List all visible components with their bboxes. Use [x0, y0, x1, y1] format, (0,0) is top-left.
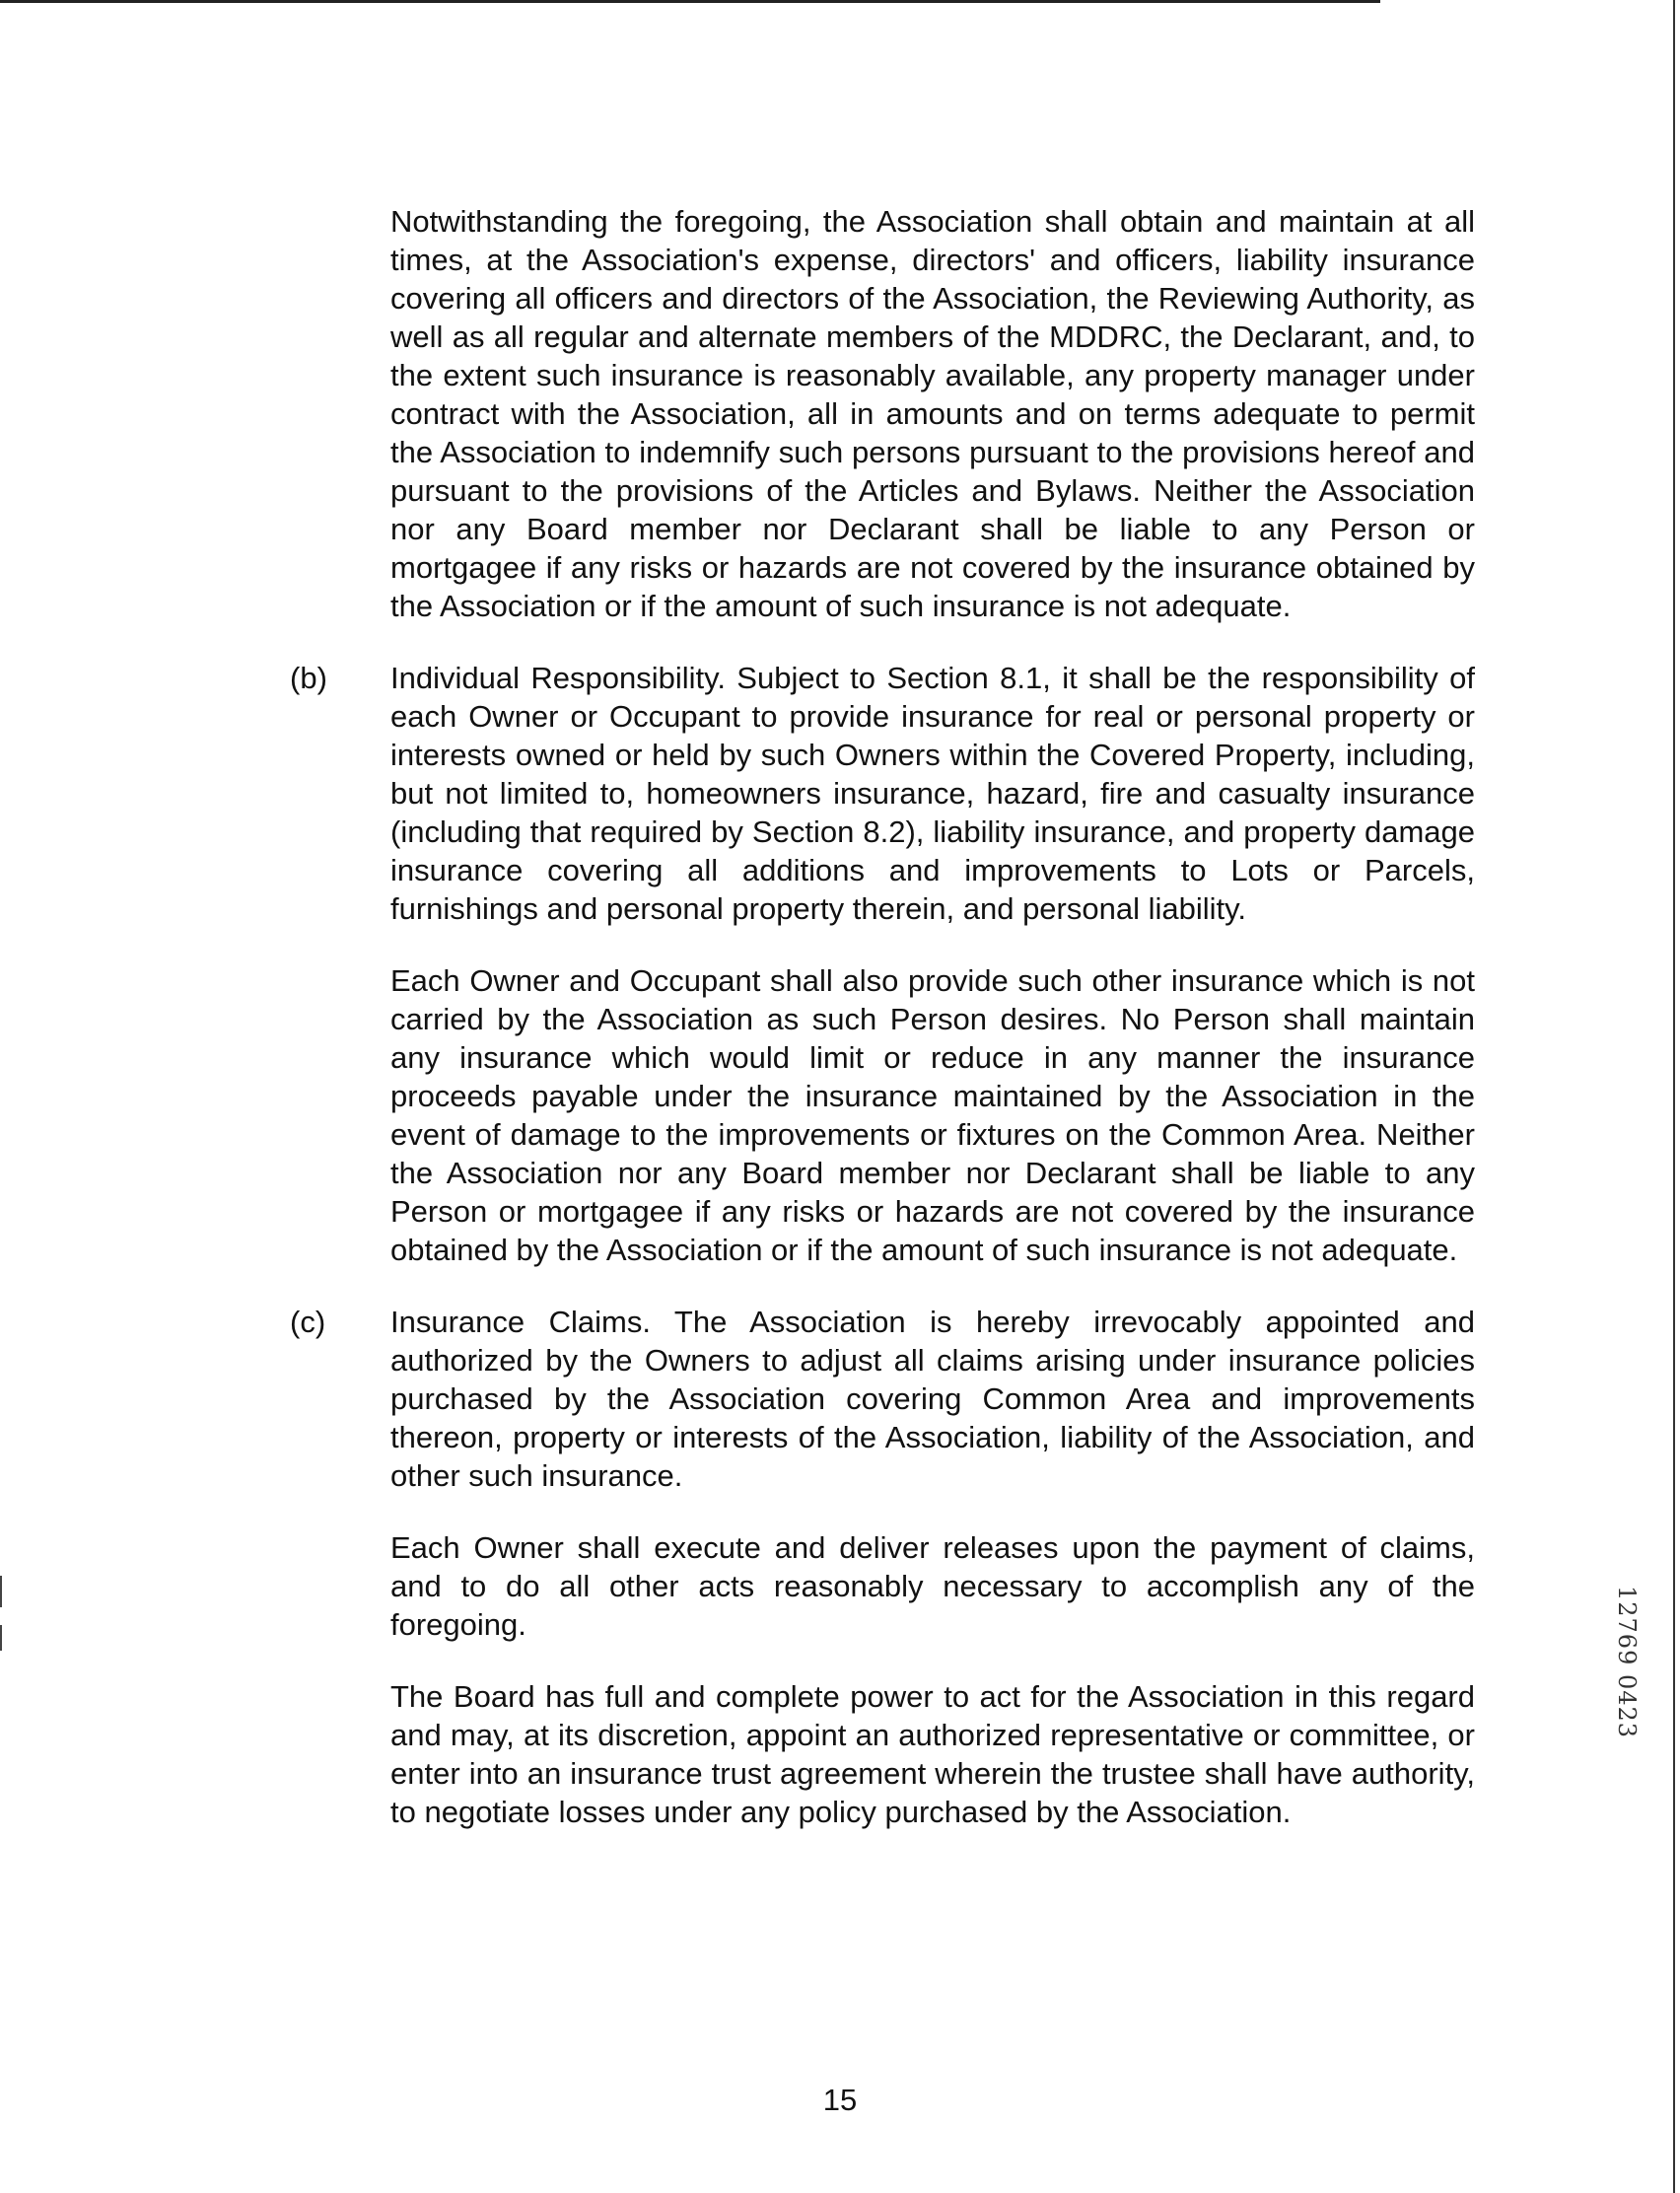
insurance-claims-paragraph: Insurance Claims. The Association is hereby irrevocably appointed and authorized by the Owners to adjust all claims arising under insurance policies purchased by the Association covering Common Area and improvements thereon, property or interests of the Association, liability of the Association, and other such insurance. — [390, 1305, 1475, 1493]
intro-paragraph: Notwithstanding the foregoing, the Association shall obtain and maintain at all times, at the Association's expense, directors' and officers, liability insurance covering all officers and directors of the Association, the Reviewing Authority, as well as all regular and alternate members of the MDDRC, the Declarant, and, to the extent such insurance is reasonably available, any property manager under contract with the Association, all in amounts and on terms adequate to permit the Association to indemnify such persons pursuant to the provisions hereof and pursuant to the provisions of the Articles and Bylaws. Neither the Association nor any Board member nor Declarant shall be liable to any Person or mortgagee if any risks or hazards are not covered by the insurance obtained by the Association or if the amount of such insurance is not adequate. — [390, 204, 1475, 623]
document-body — [290, 202, 1475, 1865]
board-power-paragraph: The Board has full and complete power to act for the Association in this regard and may, at its discretion, appoint an authorized representative or committee, or enter into an insurance trust agreement wherein the trustee shall have authority, to negotiate losses under any policy purchased by the Association. — [390, 1679, 1475, 1829]
page-number: 15 — [822, 2083, 858, 2117]
section-item-c — [290, 1303, 1475, 1831]
individual-responsibility-paragraph: Individual Responsibility. Subject to Section 8.1, it shall be the responsibility of each Owner or Occupant to provide insurance for real or personal property or interests owned or held by such Owners within the Covered Property, including, but not limited to, homeowners insurance, hazard, fire and casualty insurance (including that required by Section 8.2), liability insurance, and property damage insurance covering all additions and improvements to Lots or Parcels, furnishings and personal property therein, and personal liability. — [390, 661, 1475, 926]
right-border-line — [1673, 0, 1675, 2193]
owner-releases-paragraph: Each Owner shall execute and deliver releases upon the payment of claims, and to do all other acts reasonably necessary to accomplish any of the foregoing. — [390, 1530, 1475, 1642]
item-label-c: (c) — [290, 1305, 326, 1339]
recording-number-stamp: 12769 0423 — [1613, 1586, 1641, 1739]
left-edge-mark — [0, 1576, 2, 1607]
left-edge-mark — [0, 1625, 2, 1651]
section-item-b — [290, 659, 1475, 1269]
top-border-line — [0, 0, 1380, 3]
owner-occupant-insurance-paragraph: Each Owner and Occupant shall also provide such other insurance which is not carried by the Association as such Person desires. No Person shall maintain any insurance which would limit or reduce in any manner the insurance proceeds payable under the insurance maintained by the Association in the event of damage to the improvements or fixtures on the Common Area. Neither the Association nor any Board member nor Declarant shall be liable to any Person or mortgagee if any risks or hazards are not covered by the insurance obtained by the Association or if the amount of such insurance is not adequate. — [390, 963, 1475, 1267]
item-label-b: (b) — [290, 661, 327, 695]
